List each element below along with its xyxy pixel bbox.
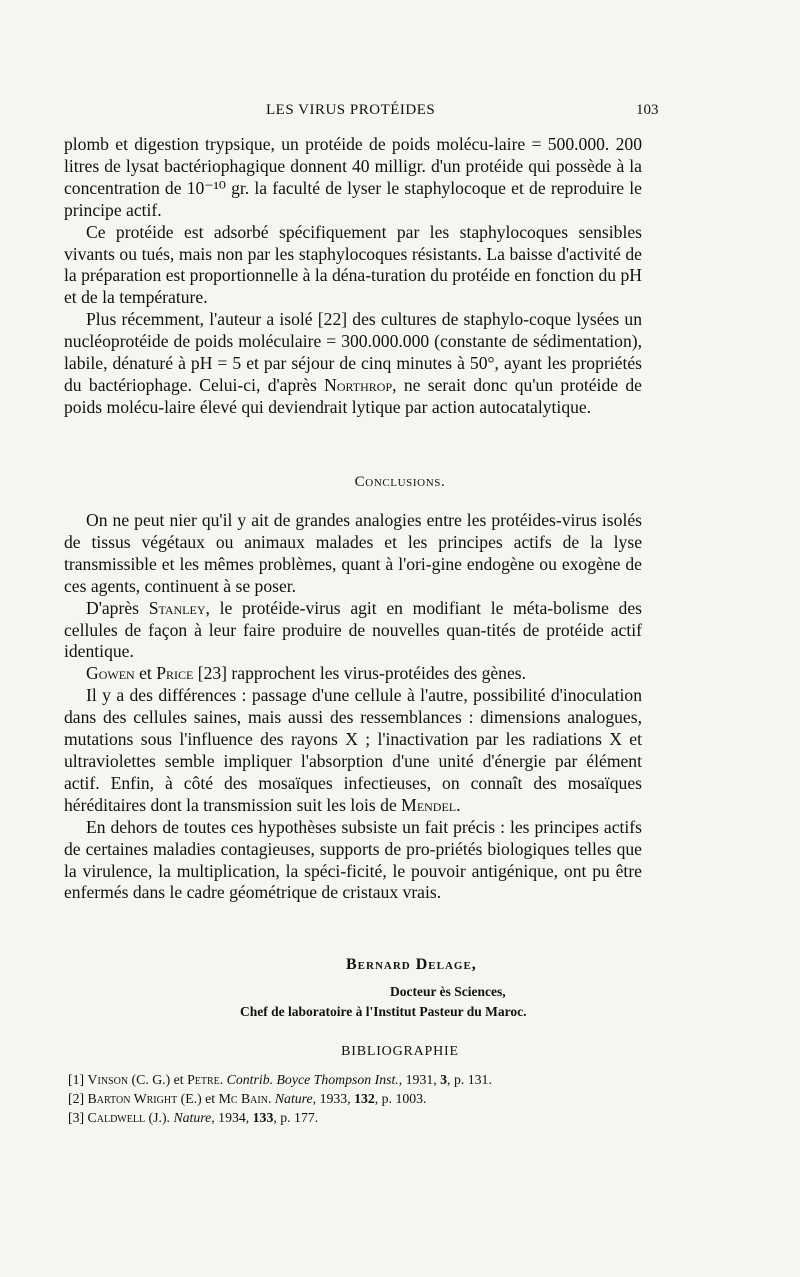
- signature-affiliation: Chef de laboratoire à l'Institut Pasteur du Maroc.: [240, 1004, 527, 1019]
- reference-number: [3]: [68, 1110, 85, 1125]
- reference-year: , 1933,: [312, 1091, 355, 1106]
- reference-author: Petre: [187, 1072, 220, 1087]
- section-title-bibliography: BIBLIOGRAPHIE: [341, 1044, 459, 1059]
- section-title-conclusions: Conclusions.: [354, 474, 446, 490]
- reference-item: [1] Vinson (C. G.) et Petre. Contrib. Boyce Thompson Inst., 1931, 3, p. 131.: [68, 1072, 492, 1087]
- author-name: Stanley: [148, 597, 206, 618]
- reference-volume: 3: [440, 1072, 448, 1087]
- signature-name: Bernard Delage,: [346, 956, 477, 973]
- reference-text: (J.).: [145, 1110, 174, 1125]
- reference-page: , p. 1003.: [374, 1091, 427, 1106]
- body-text-top: [64, 134, 642, 419]
- paragraph-text: , ne serait donc qu'un protéide de poids molécu-laire élevé qui deviendrait lytique par action autocatalytique.: [64, 374, 642, 417]
- paragraph: plomb et digestion trypsique, un protéide de poids molécu-laire = 500.000. 200 litres de lysat bactériophagique donnent 40 milligr. d'un protéide qui possède à la concentration de 10⁻¹⁰ gr. la faculté de lyser le staphylocoque et de reproduire le principe actif.: [64, 134, 642, 220]
- reference-number: [2]: [68, 1091, 85, 1106]
- reference-page: , p. 177.: [273, 1110, 319, 1125]
- paragraph-text: [23] rapprochent les virus-protéides des gènes.: [193, 663, 527, 684]
- paragraph: [64, 598, 642, 664]
- paragraph: [64, 309, 642, 419]
- reference-volume: 133: [252, 1110, 274, 1125]
- paragraph: En dehors de toutes ces hypothèses subsiste un fait précis : les principes actifs de certaines maladies contagieuses, supports de pro-priétés biologiques telles que la virulence, la multiplication, la spéci-ficité, le pouvoir antigénique, ont pu être enfermés dans le cadre géométrique de cristaux vrais.: [64, 816, 642, 903]
- body-text-conclusions: [64, 510, 642, 904]
- author-name: Northrop: [324, 374, 393, 395]
- reference-page: , p. 131.: [447, 1072, 492, 1087]
- reference-text: (E.) et: [177, 1091, 219, 1106]
- reference-author: Caldwell: [87, 1110, 146, 1125]
- reference-author: Mc Bain: [218, 1091, 268, 1106]
- reference-author: Barton Wright: [87, 1091, 178, 1106]
- reference-item: [68, 1108, 668, 1127]
- author-name: Gowen: [86, 663, 135, 684]
- author-name: Price: [156, 663, 194, 684]
- running-header: [0, 102, 800, 126]
- reference-journal: Nature: [274, 1091, 313, 1106]
- reference-volume: 132: [354, 1091, 375, 1106]
- reference-author: Vinson: [87, 1072, 129, 1087]
- reference-number: [1]: [68, 1072, 85, 1087]
- reference-item: [2] Barton Wright (E.) et Mc Bain. Nature, 1933, 132, p. 1003.: [68, 1091, 427, 1106]
- paragraph: On ne peut nier qu'il y ait de grandes analogies entre les protéides-virus isolés de tissus végétaux ou animaux malades et les principes actifs de la lyse transmissible et les mêmes problèmes, quant à l'ori-gine endogène ou exogène de ces agents, continuent à se poser.: [64, 510, 642, 596]
- paragraph-text: , le protéide-virus agit en modifiant le méta-bolisme des cellules de façon à leur faire produire de nouvelles quan-tités de protéide actif identique.: [64, 597, 643, 662]
- reference-journal: Nature: [173, 1110, 212, 1125]
- signature-title: Docteur ès Sciences,: [390, 984, 506, 999]
- reference-journal: Contrib. Boyce Thompson Inst.: [226, 1072, 399, 1087]
- author-name: Mendel: [401, 794, 457, 815]
- reference-text: (C. G.) et: [128, 1072, 188, 1087]
- paragraph-text: Plus récemment, l'auteur a isolé [22] des cultures de staphylo-coque lysées un nucléoprotéide de poids moléculaire = 300.000.000 (constante de sédimentation), labile, dénaturé à pH = 5 et par séjour de cinq minutes à 50°, ayant les propriétés du bactériophage. Celui-ci, d'après: [64, 309, 642, 395]
- paragraph: Ce protéide est adsorbé spécifiquement par les staphylocoques sensibles vivants ou tués, mais non par les staphylocoques résistants. La baisse d'activité de la préparation est proportionnelle à la déna-turation du protéide en fonction du pH et de la température.: [64, 221, 642, 308]
- reference-year: , 1931,: [398, 1072, 441, 1087]
- paragraph-text: .: [456, 794, 461, 815]
- paragraph-text: Il y a des différences : passage d'une cellule à l'autre, possibilité d'inoculation dans des cellules saines, mais aussi des ressemblances : dimensions analogues, mutations sous l'influence des rayons X ; l'inactivation par les radiations X et ultraviolettes semble impliquer l'absorption d'une unité d'énergie par élément actif. Enfin, à côté des mosaïques infectieuses, on connaît des mosaïques héréditaires dont la transmission suit les lois de: [64, 685, 642, 815]
- reference-year: , 1934,: [211, 1110, 253, 1125]
- paragraph-text: D'après: [86, 597, 139, 618]
- paragraph: [64, 685, 642, 816]
- paragraph: [64, 663, 642, 685]
- paragraph-text: et: [134, 663, 157, 684]
- page-number: 103: [636, 102, 659, 118]
- running-title: LES VIRUS PROTÉIDES: [266, 102, 436, 118]
- reference-list: [68, 1070, 668, 1127]
